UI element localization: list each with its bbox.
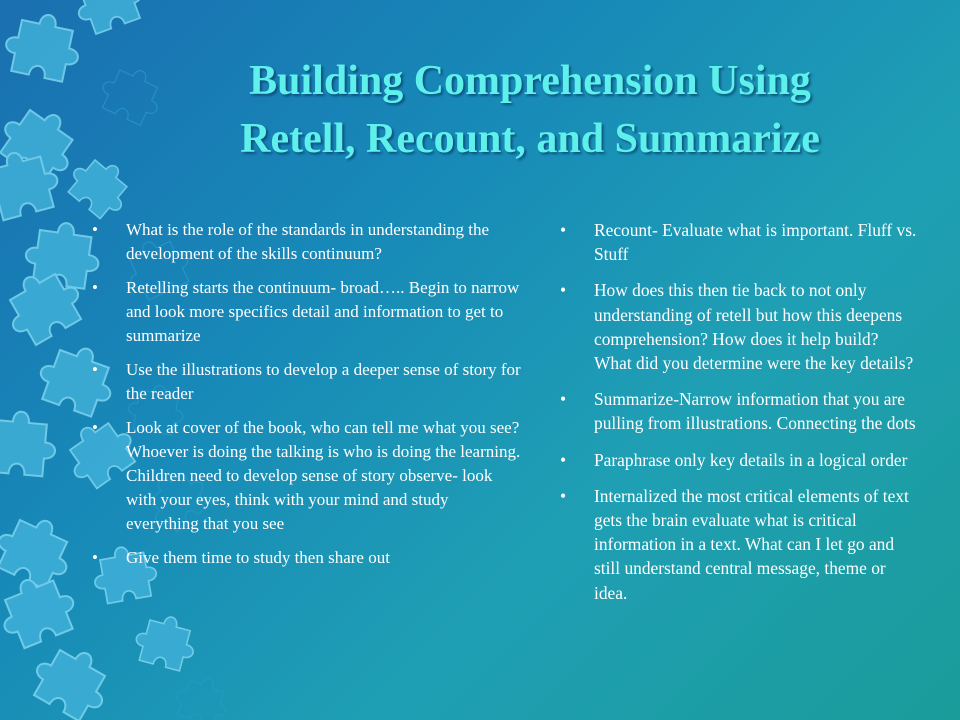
bullet-icon: •: [92, 278, 98, 297]
right-bullet-list: [560, 218, 920, 617]
bullet-icon: •: [92, 548, 98, 567]
list-item: [92, 546, 524, 570]
bullet-icon: •: [560, 220, 567, 240]
list-item: [560, 218, 920, 266]
title-line-1: Building Comprehension Using: [249, 58, 811, 104]
bullet-icon: •: [560, 449, 567, 470]
bullet-icon: •: [560, 485, 567, 506]
list-item-text: Give them time to study then share out: [126, 548, 390, 567]
title-line-2: Retell, Recount, and Summarize: [240, 116, 820, 162]
list-item: [560, 484, 920, 605]
bullet-icon: •: [560, 280, 567, 301]
bullet-icon: •: [560, 389, 567, 410]
list-item: [560, 278, 920, 375]
list-item: [560, 387, 920, 435]
bullet-icon: •: [92, 418, 98, 437]
left-bullet-list: [92, 218, 524, 580]
list-item-text: How does this then tie back to not only understanding of retell but how this deepens comprehension? How does it help build? What did you determine were the key details?: [594, 280, 914, 374]
list-item: [92, 218, 524, 266]
list-item-text: Look at cover of the book, who can tell me what you see? Whoever is doing the talking is who is doing the learning. Children need to develop sense of story observe- look with your eyes, think with your mind and study everything that you see: [126, 418, 521, 533]
list-item: [92, 276, 524, 348]
bullet-icon: •: [92, 220, 98, 239]
bullet-icon: •: [92, 360, 98, 379]
list-item: [560, 448, 920, 472]
slide-title: [150, 52, 910, 168]
list-item-text: Paraphrase only key details in a logical order: [594, 449, 908, 470]
list-item-text: Retelling starts the continuum- broad….. Begin to narrow and look more specifics detail and information to get to summarize: [126, 278, 520, 345]
list-item-text: Summarize-Narrow information that you are pulling from illustrations. Connecting the dots: [594, 389, 916, 434]
list-item-text: Internalized the most critical elements of text gets the brain evaluate what is critical information in a text. What can I let go and still understand central message, theme or idea.: [594, 485, 909, 603]
list-item: [92, 358, 524, 406]
list-item-text: Use the illustrations to develop a deeper sense of story for the reader: [126, 360, 521, 403]
list-item-text: Recount- Evaluate what is important. Fluff vs. Stuff: [594, 220, 917, 265]
list-item: [92, 416, 524, 536]
list-item-text: What is the role of the standards in understanding the development of the skills continuum?: [126, 220, 490, 263]
